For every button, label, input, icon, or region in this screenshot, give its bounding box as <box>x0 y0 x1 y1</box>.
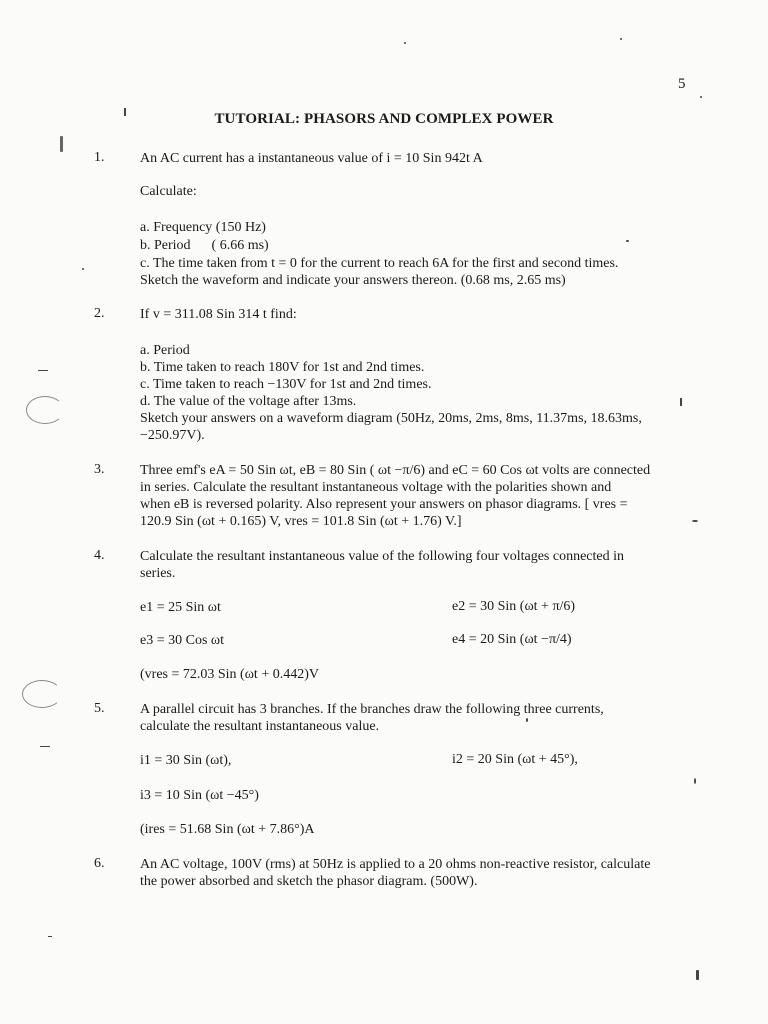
question-1-item-b: b. Period ( 6.66 ms) <box>140 238 269 253</box>
speck-7 <box>526 718 528 722</box>
question-4-eq-e1: e1 = 25 Sin ωt <box>140 600 221 615</box>
question-3-line-3: when eB is reversed polarity. Also represent your answers on phasor diagrams. [ vres = <box>140 497 628 512</box>
speck-4 <box>680 398 682 406</box>
question-4-number: 4. <box>94 548 105 563</box>
question-3-line-4: 120.9 Sin (ωt + 0.165) V, vres = 101.8 Sin (ωt + 1.76) V.] <box>140 514 462 529</box>
question-5-eq-i1: i1 = 30 Sin (ωt), <box>140 753 232 768</box>
speck-1 <box>404 42 406 44</box>
question-1-number: 1. <box>94 150 105 165</box>
question-1-sketch: Sketch the waveform and indicate your answers thereon. (0.68 ms, 2.65 ms) <box>140 273 566 288</box>
question-4-line-2: series. <box>140 566 176 581</box>
question-3-number: 3. <box>94 462 105 477</box>
question-4-line-1: Calculate the resultant instantaneous value of the following four voltages connected in <box>140 549 625 564</box>
question-5-line-1: A parallel circuit has 3 branches. If the branches draw the following three currents, <box>140 702 604 717</box>
question-4-eq-e4: e4 = 20 Sin (ωt −π/4) <box>452 632 572 647</box>
question-2-sketch-cont: −250.97V). <box>140 428 205 443</box>
question-1-item-a: a. Frequency (150 Hz) <box>140 220 266 235</box>
question-2-item-b: b. Time taken to reach 180V for 1st and 2nd times. <box>140 360 425 375</box>
question-2-sketch: Sketch your answers on a waveform diagram (50Hz, 20ms, 2ms, 8ms, 11.37ms, 18.63ms, <box>140 411 642 426</box>
question-6-line-1: An AC voltage, 100V (rms) at 50Hz is applied to a 20 ohms non-reactive resistor, calculate <box>140 857 651 872</box>
margin-tick <box>124 108 126 116</box>
question-4-answer: (vres = 72.03 Sin (ωt + 0.442)V <box>140 667 319 682</box>
speck-9 <box>82 268 84 270</box>
question-1-intro: An AC current has a instantaneous value of i = 10 Sin 942t A <box>140 151 483 166</box>
question-5-number: 5. <box>94 701 105 716</box>
question-6-line-2: the power absorbed and sketch the phasor diagram. (500W). <box>140 874 478 889</box>
margin-scribble <box>60 136 63 152</box>
question-5-answer: (ires = 51.68 Sin (ωt + 7.86°)A <box>140 822 315 837</box>
page-title-text: TUTORIAL: PHASORS AND COMPLEX POWER <box>214 111 554 127</box>
page-number: 5 <box>678 76 686 92</box>
punch-hole-mark-upper <box>26 396 64 424</box>
question-2-number: 2. <box>94 306 105 321</box>
margin-dash-2 <box>40 746 50 747</box>
question-5-eq-i2: i2 = 20 Sin (ωt + 45°), <box>452 752 578 767</box>
question-5-line-2: calculate the resultant instantaneous value. <box>140 719 380 734</box>
punch-hole-mark-lower <box>22 680 62 708</box>
question-4-eq-e2: e2 = 30 Sin (ωt + π/6) <box>452 599 576 614</box>
question-2-intro: If v = 311.08 Sin 314 t find: <box>140 307 297 322</box>
page-title <box>0 111 768 128</box>
question-2-item-c: c. Time taken to reach −130V for 1st and 2nd times. <box>140 377 432 392</box>
question-1-item-c: c. The time taken from t = 0 for the current to reach 6A for the first and second times. <box>140 256 619 271</box>
speck-3 <box>700 96 702 98</box>
speck-5 <box>692 520 698 522</box>
question-1-calculate: Calculate: <box>140 184 197 199</box>
speck-6 <box>694 778 696 784</box>
question-2-item-a: a. Period <box>140 343 190 358</box>
question-4-eq-e3: e3 = 30 Cos ωt <box>140 633 224 648</box>
question-3-line-2: in series. Calculate the resultant instantaneous voltage with the polarities shown and <box>140 480 612 495</box>
question-5-eq-i3: i3 = 10 Sin (ωt −45°) <box>140 788 259 803</box>
speck-2 <box>620 38 622 40</box>
speck-8 <box>626 240 629 242</box>
question-6-number: 6. <box>94 856 105 871</box>
question-2-item-d: d. The value of the voltage after 13ms. <box>140 394 357 409</box>
speck-10 <box>48 936 52 937</box>
corner-mark <box>696 970 699 980</box>
question-3-line-1: Three emf's eA = 50 Sin ωt, eB = 80 Sin ( ωt −π/6) and eC = 60 Cos ωt volts are connected <box>140 463 651 478</box>
margin-dash-1 <box>38 370 48 371</box>
